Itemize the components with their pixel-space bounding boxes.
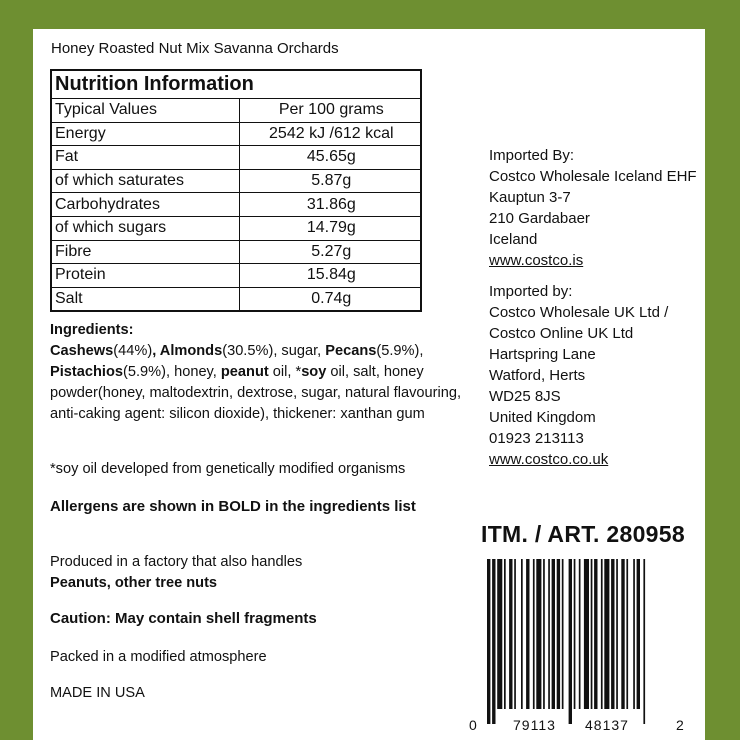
nutrient-name: Typical Values: [51, 99, 239, 123]
barcode-bar: [497, 559, 502, 709]
barcode-right-digits: 48137: [585, 717, 629, 733]
ingredient-text: (5.9%),: [376, 343, 424, 359]
barcode-last-digit: 2: [676, 717, 685, 733]
barcode-bar: [509, 559, 512, 709]
allergen-ingredient: peanut: [220, 364, 269, 380]
barcode-bar: [626, 559, 628, 709]
importer-line: Hartspring Lane: [489, 346, 596, 363]
barcode-bar: [574, 559, 576, 709]
importer-line: United Kingdom: [489, 409, 596, 426]
barcode-bar: [621, 559, 624, 709]
nutrient-name: Protein: [51, 264, 239, 288]
importer-line: Watford, Herts: [489, 367, 586, 384]
nutrient-name: of which saturates: [51, 169, 239, 193]
importer-line: Costco Wholesale UK Ltd /: [489, 304, 669, 321]
barcode-bar: [552, 559, 555, 709]
nutrient-value: Per 100 grams: [239, 99, 421, 123]
barcode-bar: [643, 559, 645, 724]
factory-note: [50, 552, 302, 594]
barcode-bar: [637, 559, 640, 709]
barcode-first-digit: 0: [469, 717, 478, 733]
nutrient-name: Salt: [51, 287, 239, 311]
importer-line: Imported By:: [489, 147, 575, 164]
importer-line: 210 Gardabaer: [489, 210, 590, 227]
packed-note: Packed in a modified atmosphere: [50, 649, 267, 665]
barcode-bar: [601, 559, 603, 709]
ingredient-text: oil, *: [268, 364, 302, 380]
barcode-bar: [594, 559, 597, 709]
nutrition-row: [51, 240, 421, 264]
allergen-ingredient: soy: [301, 364, 327, 380]
nutrient-value: 45.65g: [239, 146, 421, 170]
nutrition-row: [51, 122, 421, 146]
ingredient-text: (5.9%), honey,: [123, 364, 221, 380]
nutrient-value: 15.84g: [239, 264, 421, 288]
barcode-bars: [483, 559, 673, 729]
importer-line: Costco Online UK Ltd: [489, 325, 634, 342]
barcode-bar: [604, 559, 609, 709]
barcode-bar: [521, 559, 523, 709]
nutrition-row: [51, 264, 421, 288]
website-link[interactable]: www.costco.is: [489, 252, 584, 269]
barcode-bar: [591, 559, 593, 709]
allergen-ingredient: Cashews: [50, 343, 114, 359]
nutrient-value: 5.87g: [239, 169, 421, 193]
barcode-bar: [487, 559, 490, 724]
barcode: [463, 559, 688, 733]
nutrient-name: of which sugars: [51, 216, 239, 240]
nutrition-table: [50, 69, 422, 312]
nutrient-name: Carbohydrates: [51, 193, 239, 217]
barcode-bar: [533, 559, 535, 709]
barcode-bar: [514, 559, 516, 709]
nutrient-name: Energy: [51, 122, 239, 146]
ingredients-title: Ingredients:: [50, 322, 134, 338]
barcode-bar: [536, 559, 541, 709]
allergen-note: Allergens are shown in BOLD in the ingredients list: [50, 498, 416, 515]
importer-line: WD25 8JS: [489, 388, 561, 405]
product-label: [33, 29, 705, 740]
nutrient-name: Fat: [51, 146, 239, 170]
nutrition-row: [51, 169, 421, 193]
soy-footnote: *soy oil developed from genetically modified organisms: [50, 461, 406, 477]
barcode-bar: [492, 559, 495, 724]
item-number: ITM. / ART. 280958: [481, 521, 685, 547]
ingredients-text: [50, 341, 470, 425]
ingredient-text: (44%): [113, 343, 153, 359]
barcode-bar: [611, 559, 614, 709]
barcode-bar: [584, 559, 589, 709]
nutrient-value: 31.86g: [239, 193, 421, 217]
caution-note: Caution: May contain shell fragments: [50, 610, 317, 627]
importer-line: Kauptun 3-7: [489, 189, 571, 206]
allergen-ingredient: , Almonds: [152, 343, 223, 359]
nutrition-row: [51, 287, 421, 311]
allergen-ingredient: Pecans: [325, 343, 377, 359]
importer-line: Imported by:: [489, 283, 573, 300]
website-link[interactable]: www.costco.co.uk: [489, 451, 609, 468]
nutrient-value: 2542 kJ /612 kcal: [239, 122, 421, 146]
importer-iceland: [489, 145, 697, 271]
allergen-ingredient: Pistachios: [50, 364, 123, 380]
product-title: Honey Roasted Nut Mix Savanna Orchards: [51, 40, 339, 57]
factory-line: Produced in a factory that also handles: [50, 554, 303, 570]
barcode-bar: [633, 559, 635, 709]
made-in: MADE IN USA: [50, 685, 145, 701]
barcode-bar: [562, 559, 564, 709]
nutrient-name: Fibre: [51, 240, 239, 264]
nutrient-value: 5.27g: [239, 240, 421, 264]
importer-line: 01923 213113: [489, 430, 584, 447]
importer-line: Iceland: [489, 231, 538, 248]
nutrition-row: [51, 216, 421, 240]
barcode-bar: [569, 559, 572, 724]
factory-allergens: Peanuts, other tree nuts: [50, 575, 218, 591]
barcode-bar: [616, 559, 618, 709]
importer-line: Costco Wholesale Iceland EHF: [489, 168, 697, 185]
barcode-bar: [526, 559, 529, 709]
barcode-bar: [579, 559, 581, 709]
nutrition-row: [51, 193, 421, 217]
nutrition-row: [51, 146, 421, 170]
ingredient-text: oil, salt, honey powder(honey, maltodextrin, dextrose, sugar, natural flavouring, anti-caking agent: silicon dioxide), thickener: xanthan gum: [50, 364, 462, 422]
nutrition-heading: Nutrition Information: [51, 70, 421, 99]
importer-uk: [489, 281, 668, 470]
barcode-bar: [504, 559, 506, 709]
ingredient-text: (30.5%), sugar,: [222, 343, 326, 359]
barcode-bar: [548, 559, 550, 709]
nutrition-row: [51, 99, 421, 123]
barcode-bar: [543, 559, 545, 709]
barcode-left-digits: 79113: [513, 717, 556, 733]
nutrient-value: 0.74g: [239, 287, 421, 311]
barcode-bar: [557, 559, 560, 709]
ingredients-block: [50, 320, 470, 425]
nutrient-value: 14.79g: [239, 216, 421, 240]
